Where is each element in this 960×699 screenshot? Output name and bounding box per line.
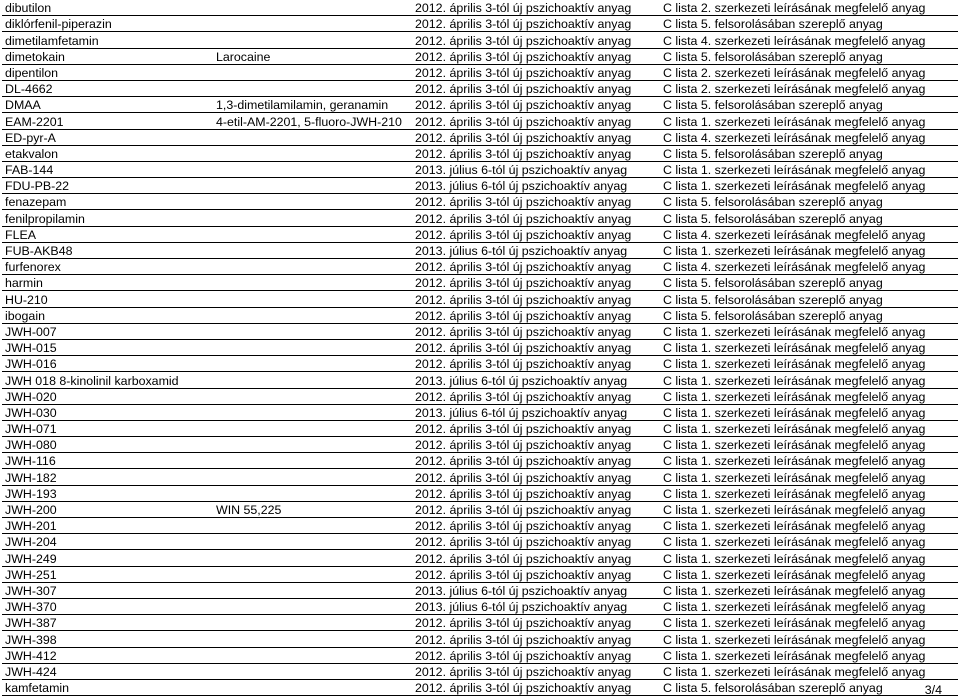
table-row: [2, 437, 958, 453]
status-date-cell: 2012. április 3-tól új pszichoaktív anyag: [412, 453, 660, 469]
alias-cell: [213, 550, 412, 566]
table-row: [2, 291, 958, 307]
table-row: [2, 0, 958, 16]
table-row: [2, 453, 958, 469]
table-row: [2, 113, 958, 129]
list-category-cell: C lista 1. szerkezeti leírásának megfelelő anyag: [660, 485, 958, 501]
list-category-cell: C lista 1. szerkezeti leírásának megfelelő anyag: [660, 113, 958, 129]
substance-name-cell: JWH 018 8-kinolinil karboxamid: [2, 372, 213, 388]
list-category-cell: C lista 1. szerkezeti leírásának megfelelő anyag: [660, 161, 958, 177]
substance-name-cell: fenazepam: [2, 194, 213, 210]
alias-cell: [213, 453, 412, 469]
alias-cell: [213, 598, 412, 614]
status-date-cell: 2012. április 3-tól új pszichoaktív anyag: [412, 631, 660, 647]
status-date-cell: 2012. április 3-tól új pszichoaktív anyag: [412, 566, 660, 582]
list-category-cell: C lista 1. szerkezeti leírásának megfelelő anyag: [660, 550, 958, 566]
table-row: [2, 259, 958, 275]
table-row: [2, 469, 958, 485]
substance-name-cell: harmin: [2, 275, 213, 291]
list-category-cell: C lista 1. szerkezeti leírásának megfelelő anyag: [660, 404, 958, 420]
status-date-cell: 2013. július 6-tól új pszichoaktív anyag: [412, 242, 660, 258]
list-category-cell: C lista 1. szerkezeti leírásának megfelelő anyag: [660, 501, 958, 517]
list-category-cell: C lista 2. szerkezeti leírásának megfelelő anyag: [660, 0, 958, 16]
list-category-cell: C lista 1. szerkezeti leírásának megfelelő anyag: [660, 420, 958, 436]
alias-cell: [213, 388, 412, 404]
status-date-cell: 2012. április 3-tól új pszichoaktív anyag: [412, 226, 660, 242]
alias-cell: Larocaine: [213, 48, 412, 64]
alias-cell: [213, 145, 412, 161]
alias-cell: [213, 32, 412, 48]
table-row: [2, 615, 958, 631]
alias-cell: [213, 259, 412, 275]
list-category-cell: C lista 1. szerkezeti leírásának megfelelő anyag: [660, 453, 958, 469]
alias-cell: WIN 55,225: [213, 501, 412, 517]
list-category-cell: C lista 5. felsorolásában szereplő anyag: [660, 307, 958, 323]
substance-name-cell: fenilpropilamin: [2, 210, 213, 226]
table-row: [2, 356, 958, 372]
status-date-cell: 2013. július 6-tól új pszichoaktív anyag: [412, 404, 660, 420]
status-date-cell: 2012. április 3-tól új pszichoaktív anyag: [412, 388, 660, 404]
status-date-cell: 2012. április 3-tól új pszichoaktív anyag: [412, 113, 660, 129]
table-row: [2, 582, 958, 598]
list-category-cell: C lista 1. szerkezeti leírásának megfelelő anyag: [660, 566, 958, 582]
table-row: [2, 16, 958, 32]
list-category-cell: C lista 5. felsorolásában szereplő anyag: [660, 210, 958, 226]
substance-name-cell: etakvalon: [2, 145, 213, 161]
table-row: [2, 485, 958, 501]
table-row: [2, 32, 958, 48]
status-date-cell: 2012. április 3-tól új pszichoaktív anyag: [412, 145, 660, 161]
list-category-cell: C lista 5. felsorolásában szereplő anyag: [660, 97, 958, 113]
substance-name-cell: HU-210: [2, 291, 213, 307]
status-date-cell: 2012. április 3-tól új pszichoaktív anyag: [412, 485, 660, 501]
alias-cell: [213, 469, 412, 485]
table-row: [2, 178, 958, 194]
status-date-cell: 2012. április 3-tól új pszichoaktív anyag: [412, 534, 660, 550]
alias-cell: [213, 161, 412, 177]
table-row: [2, 501, 958, 517]
substance-name-cell: EAM-2201: [2, 113, 213, 129]
table-row: [2, 647, 958, 663]
table-row: [2, 404, 958, 420]
substance-name-cell: FDU-PB-22: [2, 178, 213, 194]
table-row: [2, 566, 958, 582]
substance-name-cell: JWH-387: [2, 615, 213, 631]
substance-name-cell: JWH-249: [2, 550, 213, 566]
status-date-cell: 2013. július 6-tól új pszichoaktív anyag: [412, 178, 660, 194]
substance-name-cell: JWH-251: [2, 566, 213, 582]
list-category-cell: C lista 1. szerkezeti leírásának megfelelő anyag: [660, 372, 958, 388]
substance-name-cell: ibogain: [2, 307, 213, 323]
table-row: [2, 226, 958, 242]
table-row: [2, 631, 958, 647]
substance-name-cell: JWH-182: [2, 469, 213, 485]
list-category-cell: C lista 1. szerkezeti leírásának megfelelő anyag: [660, 598, 958, 614]
table-row: [2, 129, 958, 145]
substance-name-cell: DL-4662: [2, 80, 213, 96]
list-category-cell: C lista 5. felsorolásában szereplő anyag: [660, 194, 958, 210]
status-date-cell: 2012. április 3-tól új pszichoaktív anyag: [412, 437, 660, 453]
substance-name-cell: JWH-071: [2, 420, 213, 436]
substance-name-cell: JWH-201: [2, 518, 213, 534]
status-date-cell: 2012. április 3-tól új pszichoaktív anyag: [412, 679, 660, 695]
substance-name-cell: JWH-030: [2, 404, 213, 420]
status-date-cell: 2012. április 3-tól új pszichoaktív anyag: [412, 291, 660, 307]
status-date-cell: 2012. április 3-tól új pszichoaktív anyag: [412, 550, 660, 566]
list-category-cell: C lista 1. szerkezeti leírásának megfelelő anyag: [660, 518, 958, 534]
list-category-cell: C lista 1. szerkezeti leírásának megfelelő anyag: [660, 388, 958, 404]
substance-name-cell: JWH-204: [2, 534, 213, 550]
alias-cell: [213, 647, 412, 663]
alias-cell: [213, 518, 412, 534]
alias-cell: [213, 356, 412, 372]
table-row: [2, 97, 958, 113]
status-date-cell: 2012. április 3-tól új pszichoaktív anyag: [412, 339, 660, 355]
list-category-cell: C lista 1. szerkezeti leírásának megfelelő anyag: [660, 469, 958, 485]
table-row: [2, 420, 958, 436]
table-row: [2, 598, 958, 614]
list-category-cell: C lista 2. szerkezeti leírásának megfelelő anyag: [660, 80, 958, 96]
list-category-cell: C lista 1. szerkezeti leírásának megfelelő anyag: [660, 437, 958, 453]
status-date-cell: 2012. április 3-tól új pszichoaktív anyag: [412, 307, 660, 323]
table-row: [2, 679, 958, 695]
list-category-cell: C lista 5. felsorolásában szereplő anyag: [660, 145, 958, 161]
substance-table: [2, 0, 958, 696]
list-category-cell: C lista 1. szerkezeti leírásának megfelelő anyag: [660, 178, 958, 194]
substance-name-cell: ED-pyr-A: [2, 129, 213, 145]
alias-cell: [213, 226, 412, 242]
substance-name-cell: dimetilamfetamin: [2, 32, 213, 48]
alias-cell: [213, 80, 412, 96]
alias-cell: [213, 275, 412, 291]
alias-cell: [213, 485, 412, 501]
status-date-cell: 2012. április 3-tól új pszichoaktív anyag: [412, 420, 660, 436]
alias-cell: [213, 307, 412, 323]
status-date-cell: 2013. július 6-tól új pszichoaktív anyag: [412, 598, 660, 614]
substance-name-cell: dimetokain: [2, 48, 213, 64]
list-category-cell: C lista 1. szerkezeti leírásának megfelelő anyag: [660, 663, 958, 679]
alias-cell: [213, 16, 412, 32]
list-category-cell: C lista 1. szerkezeti leírásának megfelelő anyag: [660, 647, 958, 663]
status-date-cell: 2013. július 6-tól új pszichoaktív anyag: [412, 161, 660, 177]
alias-cell: 4-etil-AM-2201, 5-fluoro-JWH-210: [213, 113, 412, 129]
table-row: [2, 534, 958, 550]
alias-cell: [213, 437, 412, 453]
page-number: 3/4: [924, 683, 942, 697]
status-date-cell: 2012. április 3-tól új pszichoaktív anyag: [412, 80, 660, 96]
table-row: [2, 194, 958, 210]
alias-cell: [213, 582, 412, 598]
table-body: [2, 0, 958, 696]
substance-name-cell: JWH-398: [2, 631, 213, 647]
table-row: [2, 80, 958, 96]
alias-cell: [213, 404, 412, 420]
table-row: [2, 210, 958, 226]
alias-cell: [213, 210, 412, 226]
status-date-cell: 2012. április 3-tól új pszichoaktív anyag: [412, 97, 660, 113]
table-row: [2, 307, 958, 323]
table-row: [2, 64, 958, 80]
alias-cell: [213, 323, 412, 339]
list-category-cell: C lista 1. szerkezeti leírásának megfelelő anyag: [660, 323, 958, 339]
substance-name-cell: JWH-016: [2, 356, 213, 372]
status-date-cell: 2012. április 3-tól új pszichoaktív anyag: [412, 663, 660, 679]
substance-name-cell: FLEA: [2, 226, 213, 242]
list-category-cell: C lista 1. szerkezeti leírásának megfelelő anyag: [660, 242, 958, 258]
alias-cell: [213, 291, 412, 307]
table-row: [2, 663, 958, 679]
substance-name-cell: JWH-007: [2, 323, 213, 339]
list-category-cell: C lista 4. szerkezeti leírásának megfelelő anyag: [660, 129, 958, 145]
substance-name-cell: FUB-AKB48: [2, 242, 213, 258]
list-category-cell: C lista 5. felsorolásában szereplő anyag: [660, 275, 958, 291]
substance-name-cell: JWH-116: [2, 453, 213, 469]
table-row: [2, 275, 958, 291]
substance-name-cell: FAB-144: [2, 161, 213, 177]
list-category-cell: C lista 1. szerkezeti leírásának megfelelő anyag: [660, 615, 958, 631]
list-category-cell: C lista 1. szerkezeti leírásának megfelelő anyag: [660, 582, 958, 598]
alias-cell: [213, 372, 412, 388]
table-row: [2, 339, 958, 355]
alias-cell: [213, 339, 412, 355]
alias-cell: [213, 566, 412, 582]
list-category-cell: C lista 5. felsorolásában szereplő anyag: [660, 679, 958, 695]
status-date-cell: 2012. április 3-tól új pszichoaktív anyag: [412, 518, 660, 534]
status-date-cell: 2012. április 3-tól új pszichoaktív anyag: [412, 48, 660, 64]
status-date-cell: 2012. április 3-tól új pszichoaktív anyag: [412, 210, 660, 226]
status-date-cell: 2012. április 3-tól új pszichoaktív anyag: [412, 64, 660, 80]
table-row: [2, 372, 958, 388]
substance-name-cell: JWH-015: [2, 339, 213, 355]
alias-cell: [213, 615, 412, 631]
substance-name-cell: JWH-412: [2, 647, 213, 663]
substance-name-cell: JWH-020: [2, 388, 213, 404]
status-date-cell: 2012. április 3-tól új pszichoaktív anyag: [412, 194, 660, 210]
alias-cell: [213, 64, 412, 80]
table-row: [2, 48, 958, 64]
table-row: [2, 550, 958, 566]
status-date-cell: 2012. április 3-tól új pszichoaktív anyag: [412, 647, 660, 663]
list-category-cell: C lista 2. szerkezeti leírásának megfelelő anyag: [660, 64, 958, 80]
status-date-cell: 2012. április 3-tól új pszichoaktív anyag: [412, 16, 660, 32]
alias-cell: [213, 0, 412, 16]
substance-name-cell: JWH-370: [2, 598, 213, 614]
list-category-cell: C lista 5. felsorolásában szereplő anyag: [660, 48, 958, 64]
list-category-cell: C lista 4. szerkezeti leírásának megfelelő anyag: [660, 259, 958, 275]
table-row: [2, 388, 958, 404]
status-date-cell: 2012. április 3-tól új pszichoaktív anyag: [412, 275, 660, 291]
alias-cell: 1,3-dimetilamilamin, geranamin: [213, 97, 412, 113]
status-date-cell: 2012. április 3-tól új pszichoaktív anyag: [412, 259, 660, 275]
substance-name-cell: DMAA: [2, 97, 213, 113]
list-category-cell: C lista 4. szerkezeti leírásának megfelelő anyag: [660, 226, 958, 242]
status-date-cell: 2012. április 3-tól új pszichoaktív anyag: [412, 32, 660, 48]
status-date-cell: 2012. április 3-tól új pszichoaktív anyag: [412, 615, 660, 631]
substance-name-cell: diklórfenil-piperazin: [2, 16, 213, 32]
alias-cell: [213, 242, 412, 258]
list-category-cell: C lista 5. felsorolásában szereplő anyag: [660, 291, 958, 307]
substance-name-cell: JWH-200: [2, 501, 213, 517]
list-category-cell: C lista 1. szerkezeti leírásának megfelelő anyag: [660, 534, 958, 550]
alias-cell: [213, 534, 412, 550]
alias-cell: [213, 194, 412, 210]
list-category-cell: C lista 1. szerkezeti leírásának megfelelő anyag: [660, 339, 958, 355]
status-date-cell: 2012. április 3-tól új pszichoaktív anyag: [412, 323, 660, 339]
alias-cell: [213, 129, 412, 145]
table-row: [2, 518, 958, 534]
list-category-cell: C lista 4. szerkezeti leírásának megfelelő anyag: [660, 32, 958, 48]
substance-name-cell: JWH-193: [2, 485, 213, 501]
table-row: [2, 145, 958, 161]
substance-name-cell: JWH-424: [2, 663, 213, 679]
alias-cell: [213, 663, 412, 679]
list-category-cell: C lista 5. felsorolásában szereplő anyag: [660, 16, 958, 32]
table-row: [2, 242, 958, 258]
substance-name-cell: JWH-080: [2, 437, 213, 453]
alias-cell: [213, 178, 412, 194]
substance-name-cell: JWH-307: [2, 582, 213, 598]
status-date-cell: 2013. július 6-tól új pszichoaktív anyag: [412, 372, 660, 388]
alias-cell: [213, 631, 412, 647]
substance-name-cell: kamfetamin: [2, 679, 213, 695]
substance-name-cell: dibutilon: [2, 0, 213, 16]
alias-cell: [213, 679, 412, 695]
table-row: [2, 323, 958, 339]
substance-name-cell: furfenorex: [2, 259, 213, 275]
status-date-cell: 2012. április 3-tól új pszichoaktív anyag: [412, 0, 660, 16]
list-category-cell: C lista 1. szerkezeti leírásának megfelelő anyag: [660, 631, 958, 647]
alias-cell: [213, 420, 412, 436]
status-date-cell: 2012. április 3-tól új pszichoaktív anyag: [412, 356, 660, 372]
substance-name-cell: dipentilon: [2, 64, 213, 80]
status-date-cell: 2012. április 3-tól új pszichoaktív anyag: [412, 129, 660, 145]
table-row: [2, 161, 958, 177]
status-date-cell: 2012. április 3-tól új pszichoaktív anyag: [412, 501, 660, 517]
status-date-cell: 2013. július 6-tól új pszichoaktív anyag: [412, 582, 660, 598]
list-category-cell: C lista 1. szerkezeti leírásának megfelelő anyag: [660, 356, 958, 372]
status-date-cell: 2012. április 3-tól új pszichoaktív anyag: [412, 469, 660, 485]
